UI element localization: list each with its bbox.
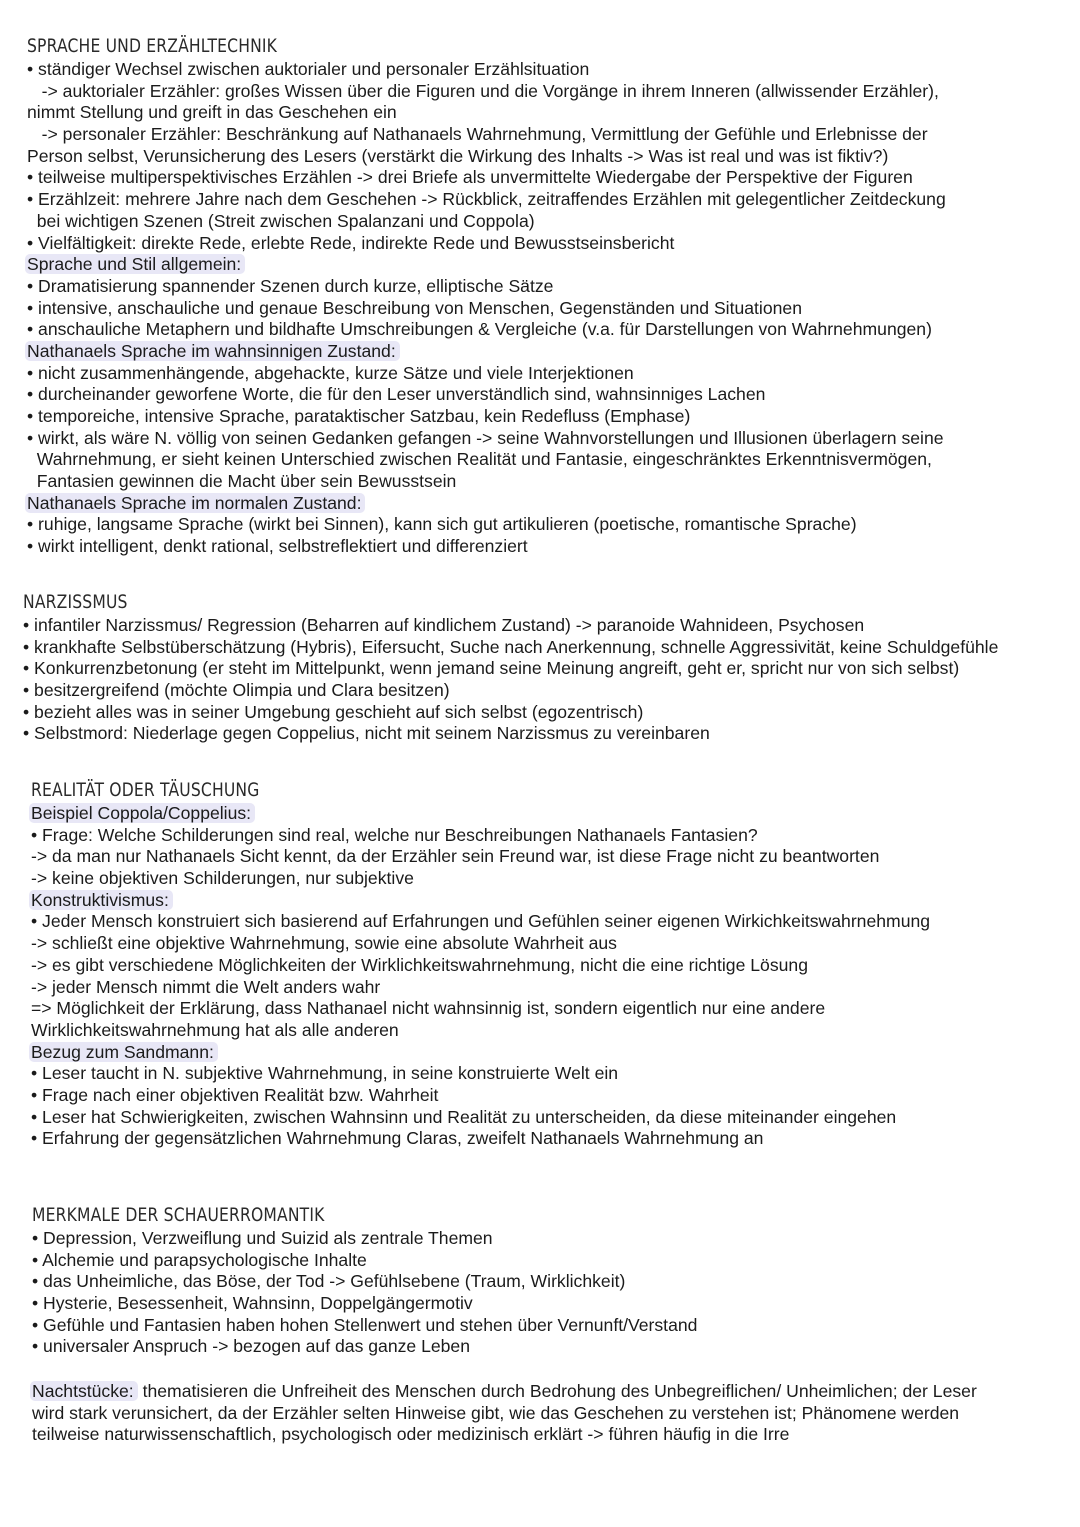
list-item: -> auktorialer Erzähler: großes Wissen über die Figuren und die Vorgänge in ihrem Inneren (allwissender Erzähler), — [27, 80, 939, 101]
list-item: • Frage: Welche Schilderungen sind real, welche nur Beschreibungen Nathanaels Fantasien? — [31, 824, 758, 845]
list-item: • Depression, Verzweiflung und Suizid als zentrale Themen — [32, 1228, 493, 1248]
subheading: Sprache und Stil allgemein: — [25, 254, 245, 274]
note-text: thematisieren die Unfreiheit des Menschen durch Bedrohung des Unbegreiflichen/ Unheimlichen; der Leser — [137, 1381, 977, 1401]
list-item: • Leser hat Schwierigkeiten, zwischen Wahnsinn und Realität zu unterscheiden, da diese miteinander eingehen — [31, 1106, 897, 1127]
list-item: • Erfahrung der gegensätzlichen Wahrnehmung Claras, zweifelt Nathanaels Wahrnehmung an — [31, 1128, 764, 1149]
list-item: bei wichtigen Szenen (Streit zwischen Spalanzani und Coppola) — [27, 210, 535, 231]
section-schauerromantik — [32, 1202, 1080, 1358]
list-item: => Möglichkeit der Erklärung, dass Nathanael nicht wahnsinnig ist, sondern eigentlich nur eine andere — [31, 998, 826, 1019]
list-item: • durcheinander geworfene Worte, die für den Leser unverständlich sind, wahnsinniges Lachen — [27, 384, 766, 405]
section-sprache — [27, 33, 1080, 558]
list-item: -> keine objektiven Schilderungen, nur subjektive — [31, 868, 414, 889]
section-heading: MERKMALE DER SCHAUERROMANTIK — [32, 1204, 325, 1226]
list-item: • ständiger Wechsel zwischen auktorialer und personaler Erzählsituation — [27, 59, 590, 79]
note-text: wird stark verunsichert, da der Erzähler selten Hinweise gibt, wie das Geschehen zu verstehen ist; Phänomene werden — [32, 1402, 960, 1423]
list-item: Person selbst, Verunsicherung des Lesers (verstärkt die Wirkung des Inhalts -> Was ist real und was ist fiktiv?) — [27, 145, 889, 166]
list-item: • wirkt intelligent, denkt rational, selbstreflektiert und differenziert — [27, 536, 528, 557]
list-item: -> jeder Mensch nimmt die Welt anders wahr — [31, 976, 381, 997]
list-item: • Frage nach einer objektiven Realität bzw. Wahrheit — [31, 1084, 439, 1105]
list-item: • wirkt, als wäre N. völlig von seinen Gedanken gefangen -> seine Wahnvorstellungen und Illusionen überlagern seine — [27, 427, 944, 448]
list-item: • Dramatisierung spannender Szenen durch kurze, elliptische Sätze — [27, 275, 554, 296]
list-item: -> es gibt verschiedene Möglichkeiten der Wirklichkeitswahrnehmung, nicht die eine richtige Lösung — [31, 954, 808, 975]
list-item: • krankhafte Selbstüberschätzung (Hybris), Eifersucht, Suche nach Anerkennung, schnelle Aggressivität, keine Schuldgefühle — [23, 636, 999, 657]
list-item: • universaler Anspruch -> bezogen auf das ganze Leben — [32, 1336, 470, 1357]
note-label: Nachtstücke: — [30, 1381, 138, 1401]
section-heading: NARZISSMUS — [23, 591, 128, 613]
list-item: Wirklichkeitswahrnehmung hat als alle anderen — [31, 1019, 399, 1040]
list-item: • nicht zusammenhängende, abgehackte, kurze Sätze und viele Interjektionen — [27, 362, 634, 383]
list-item: -> schließt eine objektive Wahrnehmung, sowie eine absolute Wahrheit aus — [31, 933, 617, 954]
list-item: • Alchemie und parapsychologische Inhalte — [32, 1249, 367, 1270]
list-item: • teilweise multiperspektivisches Erzählen -> drei Briefe als unvermittelte Wiedergabe der Perspektive der Figuren — [27, 167, 913, 188]
subheading: Konstruktivismus: — [29, 890, 173, 910]
list-item: • Erzählzeit: mehrere Jahre nach dem Geschehen -> Rückblick, zeitraffendes Erzählen mit gelegentlicher Zeitdeckung — [27, 189, 946, 210]
list-item: • das Unheimliche, das Böse, der Tod -> Gefühlsebene (Traum, Wirklichkeit) — [32, 1271, 626, 1292]
subheading: Beispiel Coppola/Coppelius: — [29, 803, 255, 823]
list-item: • ruhige, langsame Sprache (wirkt bei Sinnen), kann sich gut artikulieren (poetische, romantische Sprache) — [27, 514, 857, 535]
list-item: • Jeder Mensch konstruiert sich basierend auf Erfahrungen und Gefühlen seiner eigenen Wirkichkeitswahrnehmung — [31, 911, 931, 932]
section-heading: SPRACHE UND ERZÄHLTECHNIK — [27, 35, 278, 57]
list-item: • anschauliche Metaphern und bildhafte Umschreibungen & Vergleiche (v.a. für Darstellungen von Wahrnehmungen) — [27, 319, 932, 340]
list-item: • Selbstmord: Niederlage gegen Coppelius, nicht mit seinem Narzissmus zu vereinbaren — [23, 723, 710, 744]
list-item: • Leser taucht in N. subjektive Wahrnehmung, in seine konstruierte Welt ein — [31, 1063, 619, 1084]
list-item: -> personaler Erzähler: Beschränkung auf Nathanaels Wahrnehmung, Vermittlung der Gefühle und Erlebnisse der — [27, 124, 928, 145]
list-item: Wahrnehmung, er sieht keinen Unterschied zwischen Realität und Fantasie, eingeschränktes Erkenntnisvermögen, — [27, 449, 932, 470]
list-item: • temporeiche, intensive Sprache, parataktischer Satzbau, kein Redefluss (Emphase) — [27, 406, 691, 426]
section-realitaet — [31, 777, 1080, 1150]
list-item: • Gefühle und Fantasien haben hohen Stellenwert und stehen über Vernunft/Verstand — [32, 1314, 698, 1335]
list-item: -> da man nur Nathanaels Sicht kennt, da der Erzähler sein Freund war, ist diese Frage nicht zu beantworten — [31, 846, 880, 867]
subheading: Nathanaels Sprache im normalen Zustand: — [25, 493, 365, 513]
subheading: Bezug zum Sandmann: — [29, 1042, 218, 1062]
list-item: • Konkurrenzbetonung (er steht im Mittelpunkt, wenn jemand seine Meinung angreift, geht er, spricht nur von sich selbst) — [23, 658, 960, 679]
list-item: • bezieht alles was in seiner Umgebung geschieht auf sich selbst (egozentrisch) — [23, 701, 644, 722]
list-item: • besitzergreifend (möchte Olimpia und Clara besitzen) — [23, 680, 450, 701]
section-narzissmus — [23, 589, 1080, 745]
note-text: teilweise naturwissenschaftlich, psychologisch oder medizinisch erklärt -> führen häufig in die Irre — [32, 1424, 790, 1445]
section-heading: REALITÄT ODER TÄUSCHUNG — [31, 779, 260, 801]
nachtstuecke-paragraph — [32, 1381, 1052, 1446]
list-item: • Vielfältigkeit: direkte Rede, erlebte Rede, indirekte Rede und Bewusstseinsbericht — [27, 232, 675, 253]
subheading: Nathanaels Sprache im wahnsinnigen Zustand: — [25, 341, 400, 361]
list-item: Fantasien gewinnen die Macht über sein Bewusstsein — [27, 471, 457, 492]
list-item: nimmt Stellung und greift in das Geschehen ein — [27, 102, 397, 123]
list-item: • infantiler Narzissmus/ Regression (Beharren auf kindlichem Zustand) -> paranoide Wahnideen, Psychosen — [23, 615, 865, 635]
list-item: • Hysterie, Besessenheit, Wahnsinn, Doppelgängermotiv — [32, 1293, 473, 1314]
list-item: • intensive, anschauliche und genaue Beschreibung von Menschen, Gegenständen und Situationen — [27, 297, 802, 318]
